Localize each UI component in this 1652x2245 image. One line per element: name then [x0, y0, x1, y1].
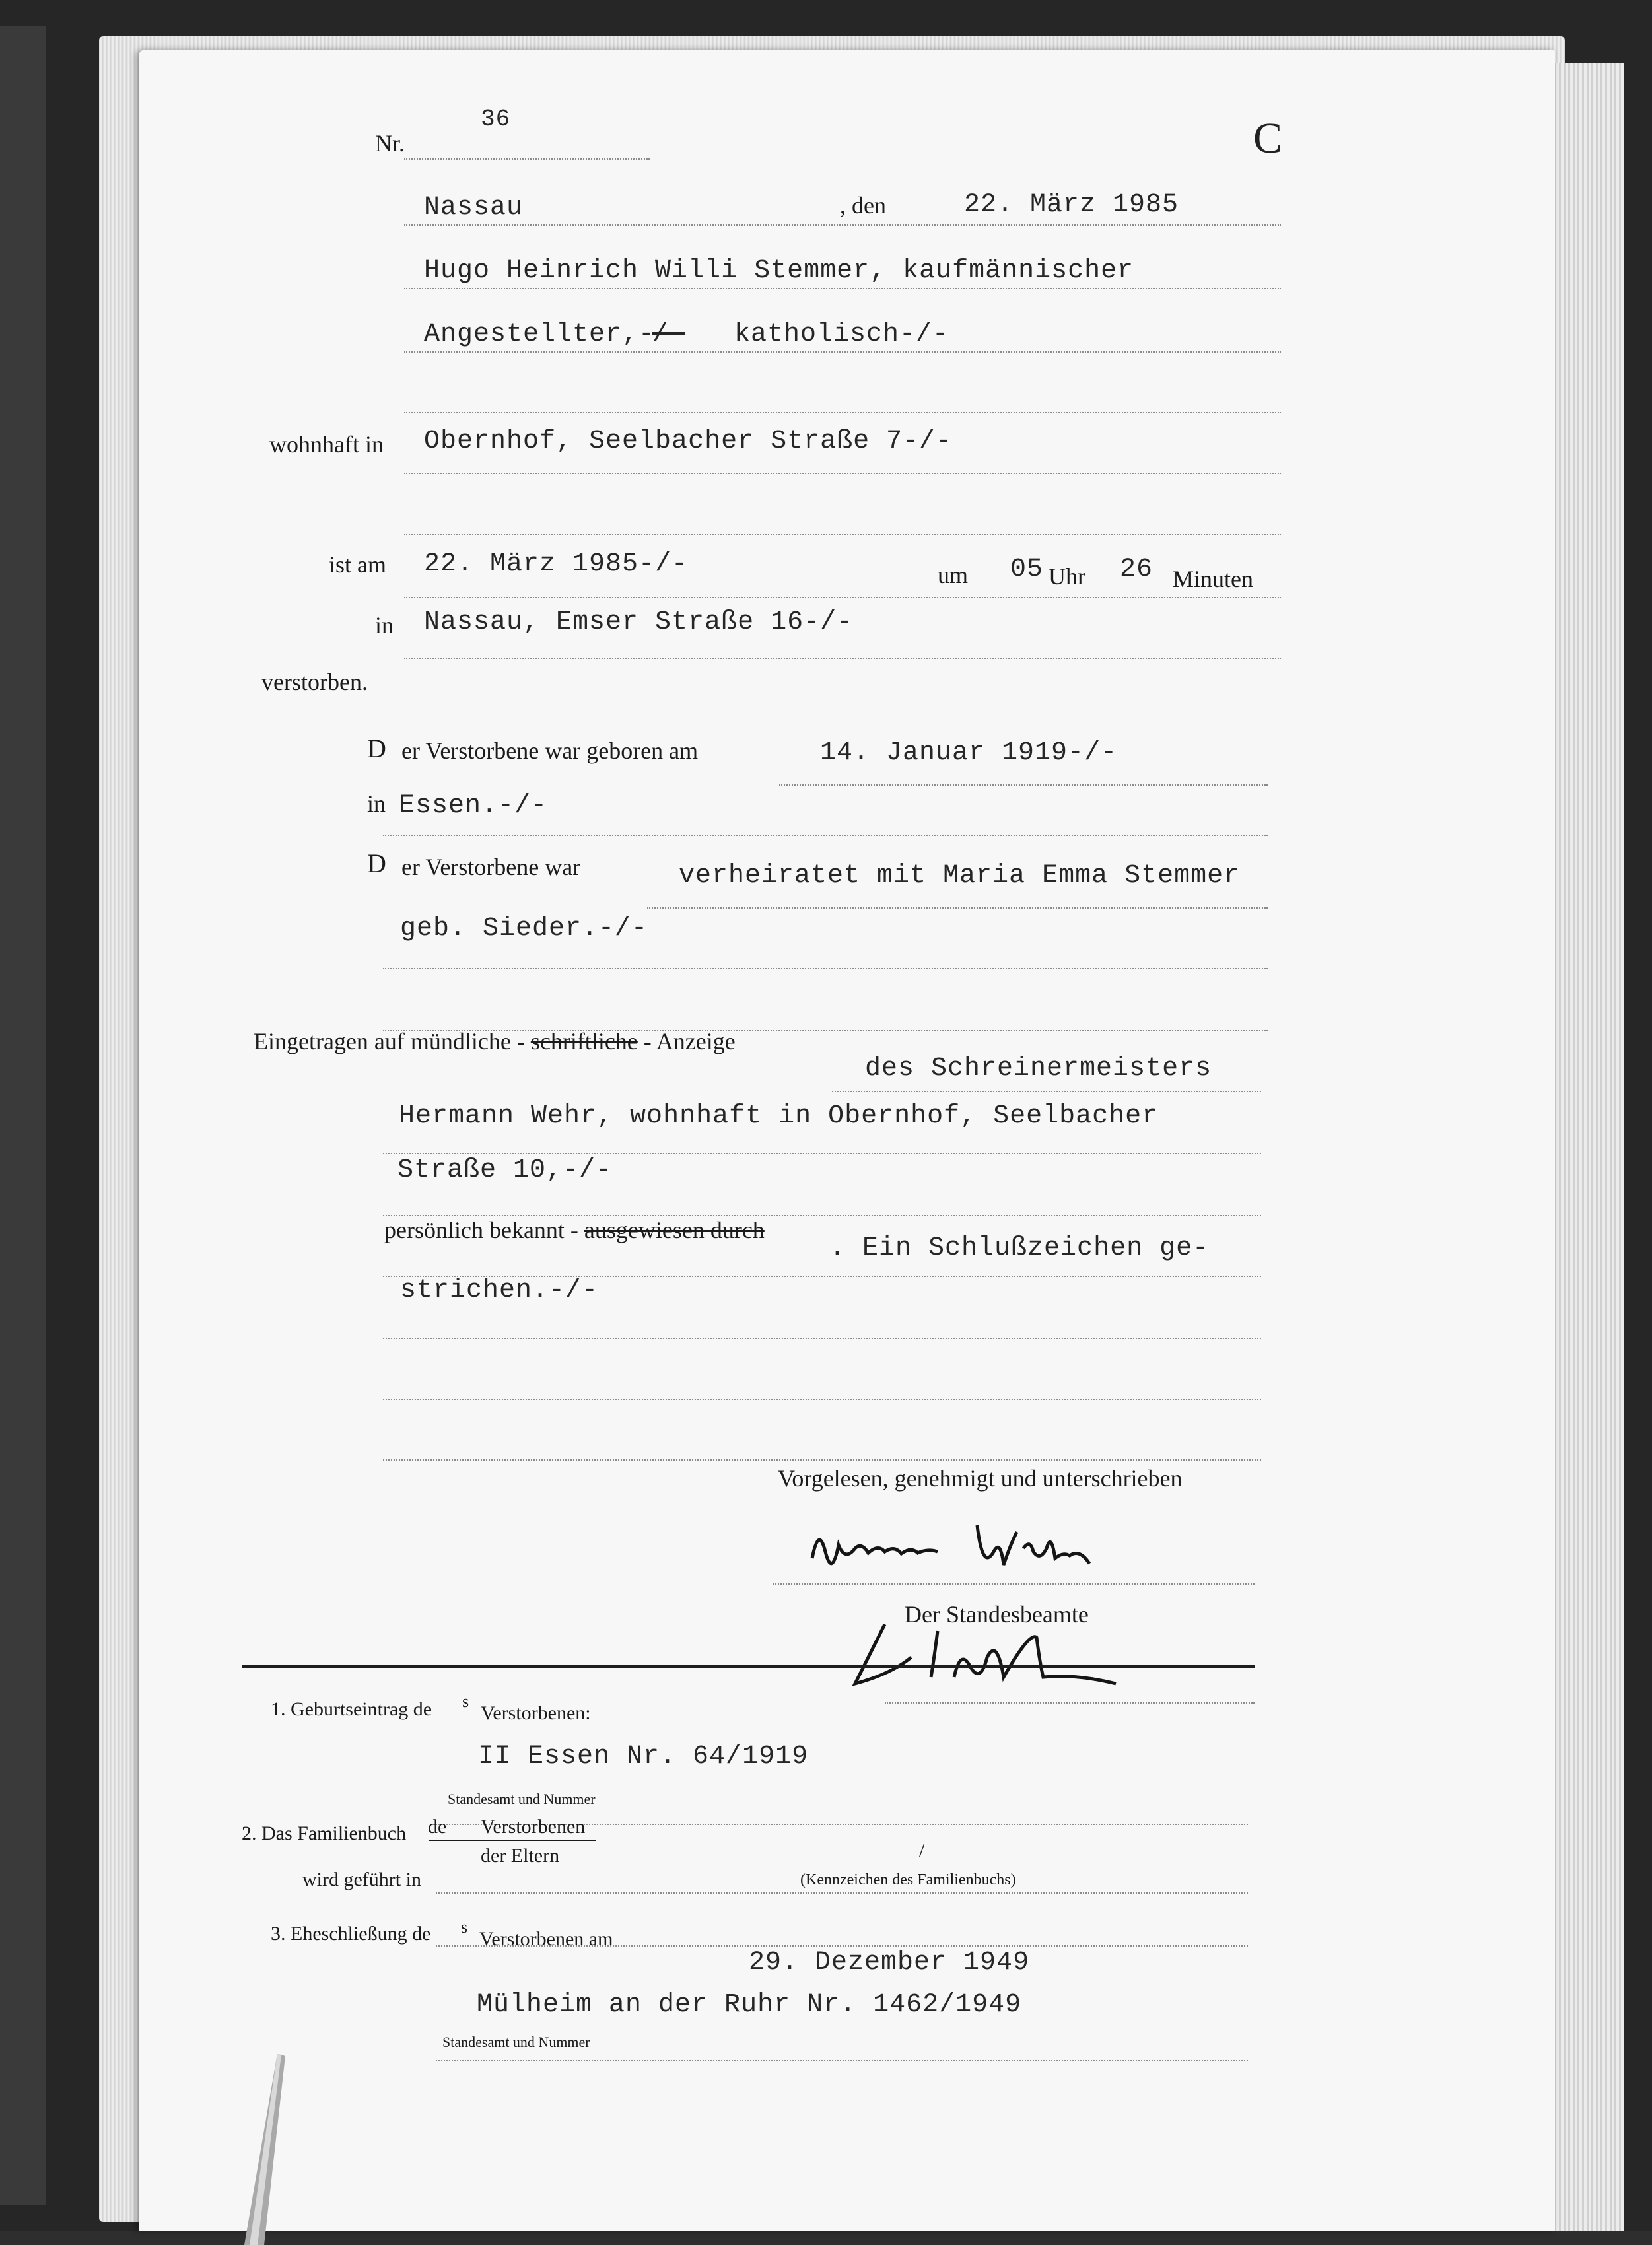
line-name-2 — [404, 351, 1281, 353]
line-item3-register — [436, 2060, 1248, 2061]
death-date: 22. März 1985-/- — [424, 549, 689, 579]
item1-superscript: s — [462, 1692, 469, 1711]
line-marital-1 — [647, 907, 1268, 909]
nr-label: Nr. — [375, 130, 405, 156]
line-informant-2 — [383, 1153, 1261, 1154]
eingetragen-text: Eingetragen auf mündliche - — [254, 1028, 531, 1054]
bekannt-label — [384, 1216, 765, 1244]
corner-letter: C — [1253, 114, 1283, 162]
vorgelesen-label: Vorgelesen, genehmigt und unterschrieben — [778, 1465, 1183, 1492]
wohnhaft-label: wohnhaft in — [269, 431, 384, 458]
footer-divider — [242, 1665, 1255, 1668]
line-name-1 — [404, 288, 1281, 289]
informant-line2: Hermann Wehr, wohnhaft in Obernhof, Seelbacher — [399, 1101, 1159, 1131]
marriage-register: Mülheim an der Ruhr Nr. 1462/1949 — [477, 1990, 1022, 2020]
death-minutes: 26 — [1120, 555, 1153, 584]
deceased-occupation: Angestellter,- — [424, 320, 656, 349]
line-informant-1 — [832, 1091, 1261, 1092]
item2-label: 2. Das Familienbuch — [242, 1822, 407, 1844]
eingetragen-suffix: - Anzeige — [637, 1028, 736, 1054]
line-address-2 — [404, 534, 1281, 535]
deceased-name-line1: Hugo Heinrich Willi Stemmer, kaufmännischer — [424, 256, 1134, 286]
facing-pages-edge — [1545, 63, 1624, 2231]
line-place-date — [404, 224, 1281, 226]
deceased-religion: katholisch-/- — [734, 320, 949, 349]
informant-line3: Straße 10,-/- — [397, 1156, 613, 1185]
item2-fraction-line — [429, 1840, 596, 1841]
address-value: Obernhof, Seelbacher Straße 7-/- — [424, 427, 953, 456]
note-line1: . Ein Schlußzeichen ge- — [829, 1233, 1210, 1263]
geboren-prefix: D — [367, 734, 386, 763]
geboren-in-label: in — [367, 790, 386, 817]
eingetragen-struck: schriftliche — [530, 1028, 638, 1054]
den-label: , den — [840, 192, 886, 219]
item2-slash: / — [919, 1840, 925, 1861]
death-place: Nassau, Emser Straße 16-/- — [424, 607, 854, 637]
item1-sublabel: Standesamt und Nummer — [448, 1791, 596, 1807]
eingetragen-label — [254, 1027, 736, 1055]
line-address — [404, 473, 1281, 474]
entry-number: 36 — [481, 106, 511, 133]
struck-mark: /- — [652, 320, 686, 349]
item2-option1: Verstorbenen — [481, 1816, 586, 1838]
geboren-label: er Verstorbene war geboren am — [401, 738, 699, 764]
registrar-signature — [839, 1611, 1142, 1697]
line-signature-informant — [773, 1583, 1255, 1585]
item2-option2: der Eltern — [481, 1845, 560, 1867]
line-note-3 — [383, 1399, 1261, 1400]
minuten-label: Minuten — [1173, 566, 1253, 592]
line-birth-date — [779, 784, 1268, 786]
item2-de: de — [428, 1816, 447, 1838]
item1-label: 1. Geburtseintrag de — [271, 1698, 432, 1720]
marital-status-line1: verheiratet mit Maria Emma Stemmer — [679, 861, 1241, 891]
birth-register: II Essen Nr. 64/1919 — [478, 1742, 809, 1772]
line-death-place — [404, 658, 1281, 659]
item2-line2: wird geführt in — [302, 1869, 421, 1890]
verheiratet-label: er Verstorbene war — [401, 854, 581, 880]
birth-date: 14. Januar 1919-/- — [820, 738, 1118, 768]
place-value: Nassau — [424, 193, 524, 223]
bekannt-text: persönlich bekannt - — [384, 1217, 584, 1243]
birth-place: Essen.-/- — [399, 791, 548, 821]
line-name-3 — [404, 412, 1281, 413]
note-line2: strichen.-/- — [400, 1276, 599, 1305]
standesbeamte-label: Der Standesbeamte — [905, 1601, 1089, 1628]
um-label: um — [938, 562, 969, 588]
binder-edge — [0, 26, 46, 2205]
item1-suffix: Verstorbenen: — [481, 1702, 591, 1724]
item3-label: 3. Eheschließung de — [271, 1923, 431, 1945]
line-birth-place — [383, 835, 1268, 836]
nr-line — [404, 158, 650, 160]
date-value: 22. März 1985 — [964, 190, 1179, 220]
line-death-date — [404, 597, 1281, 598]
ist-am-label: ist am — [329, 551, 386, 578]
line-item2 — [436, 1892, 1248, 1894]
verstorben-label: verstorben. — [261, 669, 368, 695]
marital-status-line2: geb. Sieder.-/- — [400, 914, 648, 944]
informant-line1: des Schreinermeisters — [865, 1054, 1212, 1084]
item3-suffix: Verstorbenen am — [479, 1928, 613, 1950]
line-note-4 — [383, 1459, 1261, 1461]
uhr-label: Uhr — [1049, 563, 1085, 590]
register-page — [139, 50, 1555, 2231]
verheiratet-prefix: D — [367, 848, 386, 878]
death-hour: 05 — [1010, 555, 1044, 584]
line-item3 — [436, 1945, 1248, 1947]
item3-sublabel: Standesamt und Nummer — [442, 2034, 590, 2050]
item3-superscript: s — [461, 1917, 468, 1937]
item2-kennzeichen: (Kennzeichen des Familienbuchs) — [800, 1871, 1016, 1888]
in-label: in — [375, 612, 394, 639]
line-note-2 — [383, 1338, 1261, 1339]
pen-pointer — [238, 2054, 297, 2245]
line-marital-2 — [383, 968, 1268, 969]
marriage-date: 29. Dezember 1949 — [749, 1948, 1030, 1978]
line-signature-registrar — [885, 1702, 1255, 1704]
informant-signature — [806, 1512, 1116, 1585]
bekannt-struck: ausgewiesen durch — [584, 1217, 765, 1243]
